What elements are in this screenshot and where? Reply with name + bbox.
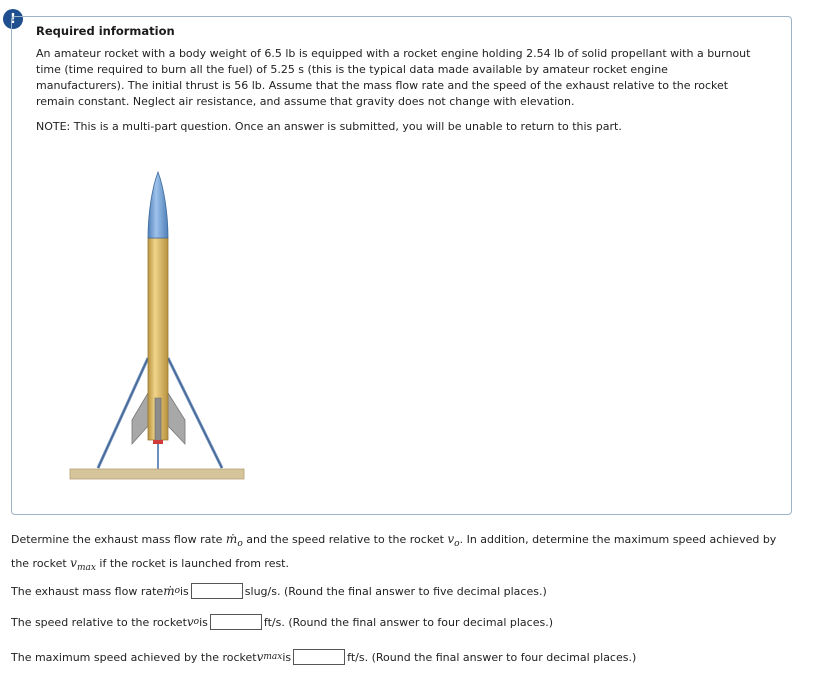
- mass-flow-input[interactable]: [191, 583, 243, 599]
- info-note: NOTE: This is a multi-part question. Once an answer is submitted, you will be unable to return to this part.: [36, 120, 622, 133]
- nose-cone: [148, 172, 168, 238]
- answer-row-mass-flow: The exhaust mass flow rate ṁ o is slug/s. (Round the final answer to five decimal places.): [11, 584, 547, 598]
- rocket-figure: [60, 158, 260, 492]
- nozzle: [153, 440, 163, 444]
- fin-center: [155, 398, 161, 442]
- answer-row-max-speed: The maximum speed achieved by the rocket v max is ft/s. (Round the final answer to four decimal places.): [11, 650, 637, 664]
- alert-icon: !: [3, 9, 23, 29]
- answer-row-relative-speed: The speed relative to the rocket v o is ft/s. (Round the final answer to four decimal places.): [11, 615, 553, 629]
- relative-speed-input[interactable]: [210, 614, 262, 630]
- max-speed-input[interactable]: [293, 649, 345, 665]
- fin-left: [132, 393, 148, 444]
- fin-right: [168, 393, 185, 444]
- info-paragraph: An amateur rocket with a body weight of 6.5 lb is equipped with a rocket engine holding 2.54 lb of solid propellant with a burnout time (time required to burn all the fuel) of 5.25 s (this is the typical data made available by amateur rocket engine manufacturers). The initial thrust is 56 lb. Assume that the mass flow rate and the speed of the exhaust relative to the rocket remain constant. Neglect air resistance, and assume that gravity does not change with elevation.: [36, 47, 751, 108]
- question-text: Determine the exhaust mass flow rate ṁ$_o$ and the speed relative to the rocket $v_o$. In addition, determine the maximum speed achieved by the rocket $v_{max}$ if the rocket is launched from rest.: [11, 532, 777, 574]
- ground: [70, 469, 244, 479]
- info-title: Required information: [36, 24, 175, 38]
